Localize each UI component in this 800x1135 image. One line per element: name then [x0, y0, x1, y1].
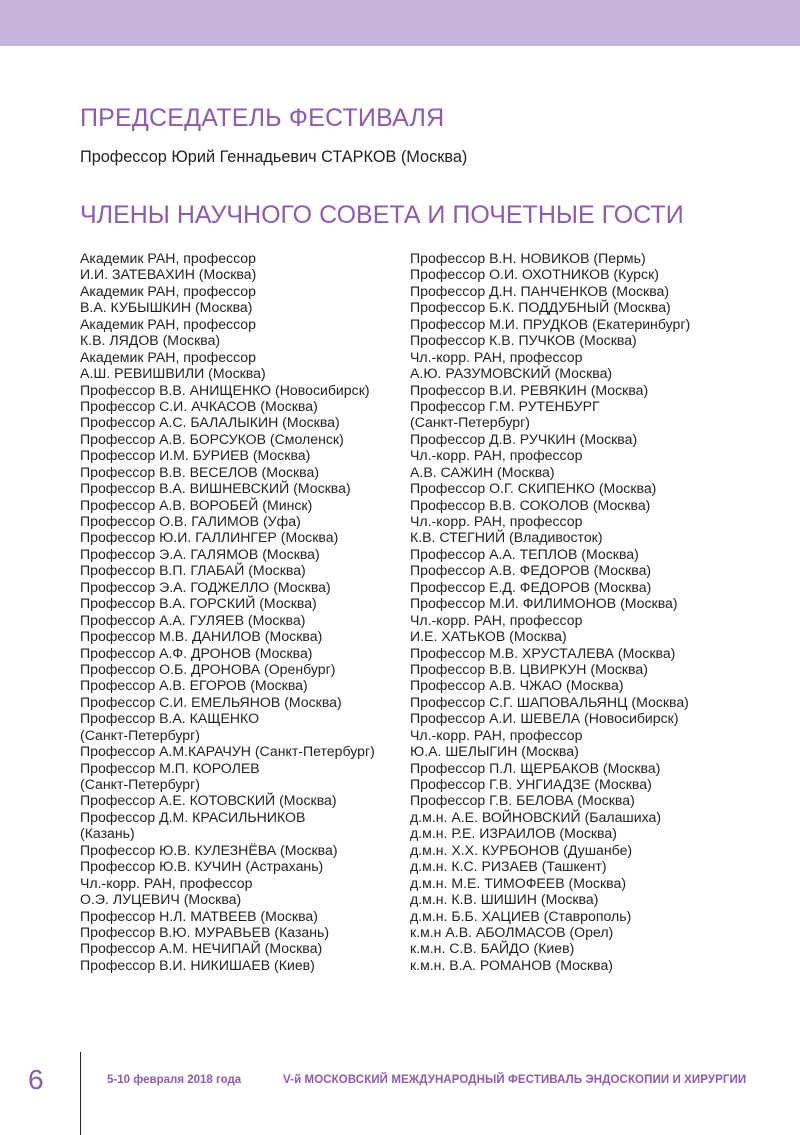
council-heading: ЧЛЕНЫ НАУЧНОГО СОВЕТА И ПОЧЕТНЫЕ ГОСТИ — [80, 201, 684, 229]
member-entry: Профессор С.И. АЧКАСОВ (Москва) — [80, 397, 318, 414]
member-entry: Профессор С.Г. ШАПОВАЛЬЯНЦ (Москва) — [410, 693, 689, 710]
member-entry: к.м.н. С.В. БАЙДО (Киев) — [410, 940, 575, 957]
member-entry: Профессор А.В. ВОРОБЕЙ (Минск) — [80, 496, 313, 513]
member-entry: Профессор В.П. ГЛАБАЙ (Москва) — [80, 562, 306, 579]
member-entry: к.м.н А.В. АБОЛМАСОВ (Орел) — [410, 923, 614, 940]
members-list-right — [410, 250, 690, 973]
member-entry: К.В. СТЕГНИЙ (Владивосток) — [410, 529, 603, 546]
member-entry: д.м.н. А.Е. ВОЙНОВСКИЙ (Балашиха) — [410, 808, 662, 825]
member-entry: Профессор М.И. ФИЛИМОНОВ (Москва) — [410, 595, 678, 612]
member-entry: Профессор М.И. ПРУДКОВ (Екатеринбург) — [410, 315, 691, 332]
member-entry: Профессор А.А. ТЕПЛОВ (Москва) — [410, 545, 639, 562]
member-entry: Профессор В.Н. НОВИКОВ (Пермь) — [410, 250, 646, 266]
member-entry: Профессор В.В. ВЕСЕЛОВ (Москва) — [80, 463, 320, 480]
member-entry: Профессор В.В. СОКОЛОВ (Москва) — [410, 496, 651, 513]
footer-dates: 5-10 февраля 2018 года — [107, 1074, 242, 1086]
member-entry: д.м.н. К.В. ШИШИН (Москва) — [410, 891, 599, 908]
member-entry: Профессор С.И. ЕМЕЛЬЯНОВ (Москва) — [80, 693, 342, 710]
member-entry: Профессор А.И. ШЕВЕЛА (Новосибирск) — [410, 710, 679, 727]
member-entry: Профессор В.И. РЕВЯКИН (Москва) — [410, 381, 649, 398]
member-entry: Профессор А.А. ГУЛЯЕВ (Москва) — [80, 611, 306, 628]
member-entry: д.м.н. Р.Е. ИЗРАИЛОВ (Москва) — [410, 825, 617, 842]
member-entry: (Казань) — [80, 825, 135, 842]
member-entry: В.А. КУБЫШКИН (Москва) — [80, 299, 253, 316]
member-entry: Профессор Э.А. ГАЛЯМОВ (Москва) — [80, 545, 320, 562]
member-entry: Профессор М.В. ХРУСТАЛЕВА (Москва) — [410, 644, 676, 661]
member-entry: Профессор Ю.В. КУЛЕЗНЁВА (Москва) — [80, 841, 338, 858]
member-entry: А.Ю. РАЗУМОВСКИЙ (Москва) — [410, 365, 613, 382]
member-entry: Профессор В.Ю. МУРАВЬЕВ (Казань) — [80, 923, 330, 940]
member-entry: д.м.н. Б.Б. ХАЦИЕВ (Ставрополь) — [410, 907, 632, 924]
member-entry: О.Э. ЛУЦЕВИЧ (Москва) — [80, 891, 242, 908]
member-entry: А.В. САЖИН (Москва) — [410, 463, 555, 480]
member-entry: (Санкт-Петербург) — [410, 414, 530, 431]
member-entry: Академик РАН, профессор — [80, 282, 256, 299]
member-entry: Профессор О.Г. СКИПЕНКО (Москва) — [410, 480, 657, 497]
member-entry: Профессор А.В. ЕГОРОВ (Москва) — [80, 677, 308, 694]
member-entry: Профессор О.Б. ДРОНОВА (Оренбург) — [80, 660, 336, 677]
member-entry: Академик РАН, профессор — [80, 315, 256, 332]
member-entry: Профессор Д.В. РУЧКИН (Москва) — [410, 430, 638, 447]
member-entry: Профессор А.М. НЕЧИПАЙ (Москва) — [80, 940, 323, 957]
chairman-heading: ПРЕДСЕДАТЕЛЬ ФЕСТИВАЛЯ — [80, 104, 445, 132]
member-entry: Профессор Б.К. ПОДДУБНЫЙ (Москва) — [410, 299, 671, 316]
member-entry: Профессор В.И. НИКИШАЕВ (Киев) — [80, 956, 315, 973]
member-entry: Профессор Ю.И. ГАЛЛИНГЕР (Москва) — [80, 529, 339, 546]
member-entry: д.м.н. М.Е. ТИМОФЕЕВ (Москва) — [410, 874, 627, 891]
top-color-band — [0, 0, 800, 46]
member-entry: Профессор В.А. КАЩЕНКО — [80, 710, 260, 727]
member-entry: Профессор В.А. ГОРСКИЙ (Москва) — [80, 595, 317, 612]
member-entry: Профессор А.В. ФЕДОРОВ (Москва) — [410, 562, 652, 579]
member-entry: Профессор Д.Н. ПАНЧЕНКОВ (Москва) — [410, 282, 670, 299]
member-entry: Профессор Э.А. ГОДЖЕЛЛО (Москва) — [80, 578, 331, 595]
member-entry: Профессор А.В. БОРСУКОВ (Смоленск) — [80, 430, 344, 447]
member-entry: Профессор Г.В. УНГИАДЗЕ (Москва) — [410, 776, 652, 792]
member-entry: Профессор А.Е. КОТОВСКИЙ (Москва) — [80, 792, 337, 809]
member-entry: А.Ш. РЕВИШВИЛИ (Москва) — [80, 365, 266, 382]
member-entry: Профессор В.В. АНИЩЕНКО (Новосибирск) — [80, 381, 370, 398]
member-entry: Академик РАН, профессор — [80, 250, 256, 266]
member-entry: К.В. ЛЯДОВ (Москва) — [80, 332, 221, 349]
member-entry: Чл.-корр. РАН, профессор — [410, 726, 583, 743]
member-entry: Профессор В.В. ЦВИРКУН (Москва) — [410, 660, 648, 677]
member-entry: И.Е. ХАТЬКОВ (Москва) — [410, 628, 567, 645]
member-entry: Профессор А.В. ЧЖАО (Москва) — [410, 677, 624, 694]
page-number: 6 — [28, 1064, 44, 1095]
chairman-name: Профессор Юрий Геннадьевич СТАРКОВ (Москва) — [80, 148, 468, 166]
member-entry: Чл.-корр. РАН, профессор — [410, 348, 583, 365]
member-entry: Профессор Г.В. БЕЛОВА (Москва) — [410, 792, 635, 809]
member-entry: Профессор М.П. КОРОЛЕВ — [80, 759, 260, 776]
member-entry: Профессор Е.Д. ФЕДОРОВ (Москва) — [410, 578, 652, 595]
member-entry: Академик РАН, профессор — [80, 348, 256, 365]
member-entry: Чл.-корр. РАН, профессор — [410, 513, 583, 529]
member-entry: Профессор М.В. ДАНИЛОВ (Москва) — [80, 628, 323, 645]
member-entry: Профессор О.В. ГАЛИМОВ (Уфа) — [80, 513, 301, 529]
member-entry: Профессор Д.М. КРАСИЛЬНИКОВ — [80, 808, 306, 825]
member-entry: Профессор Ю.В. КУЧИН (Астрахань) — [80, 858, 324, 875]
member-entry: Профессор В.А. ВИШНЕВСКИЙ (Москва) — [80, 480, 351, 497]
members-list-left — [80, 250, 375, 973]
member-entry: Профессор Г.М. РУТЕНБУРГ — [410, 397, 600, 414]
member-entry: (Санкт-Петербург) — [80, 776, 200, 792]
member-entry: (Санкт-Петербург) — [80, 726, 200, 743]
member-entry: д.м.н. Х.Х. КУРБОНОВ (Душанбе) — [410, 841, 633, 858]
member-entry: Профессор А.Ф. ДРОНОВ (Москва) — [80, 644, 313, 661]
member-entry: д.м.н. К.С. РИЗАЕВ (Ташкент) — [410, 858, 607, 875]
member-entry: Профессор И.М. БУРИЕВ (Москва) — [80, 447, 311, 464]
member-entry: Профессор К.В. ПУЧКОВ (Москва) — [410, 332, 637, 349]
member-entry: Чл.-корр. РАН, профессор — [80, 874, 253, 891]
member-entry: Профессор А.С. БАЛАЛЫКИН (Москва) — [80, 414, 340, 431]
member-entry: Профессор Н.Л. МАТВЕЕВ (Москва) — [80, 907, 318, 924]
member-entry: к.м.н. В.А. РОМАНОВ (Москва) — [410, 956, 614, 973]
footer-festival-title: V-й МОСКОВСКИЙ МЕЖДУНАРОДНЫЙ ФЕСТИВАЛЬ ЭНДОСКОПИИ И ХИРУРГИИ — [283, 1074, 747, 1086]
member-entry: Профессор О.И. ОХОТНИКОВ (Курск) — [410, 266, 659, 283]
member-entry: Профессор П.Л. ЩЕРБАКОВ (Москва) — [410, 759, 661, 776]
member-entry: Чл.-корр. РАН, профессор — [410, 447, 583, 464]
member-entry: И.И. ЗАТЕВАХИН (Москва) — [80, 266, 257, 283]
member-entry: Ю.А. ШЕЛЫГИН (Москва) — [410, 743, 579, 760]
member-entry: Чл.-корр. РАН, профессор — [410, 611, 583, 628]
member-entry: Профессор А.М.КАРАЧУН (Санкт-Петербург) — [80, 743, 375, 760]
footer-divider — [80, 1052, 81, 1135]
